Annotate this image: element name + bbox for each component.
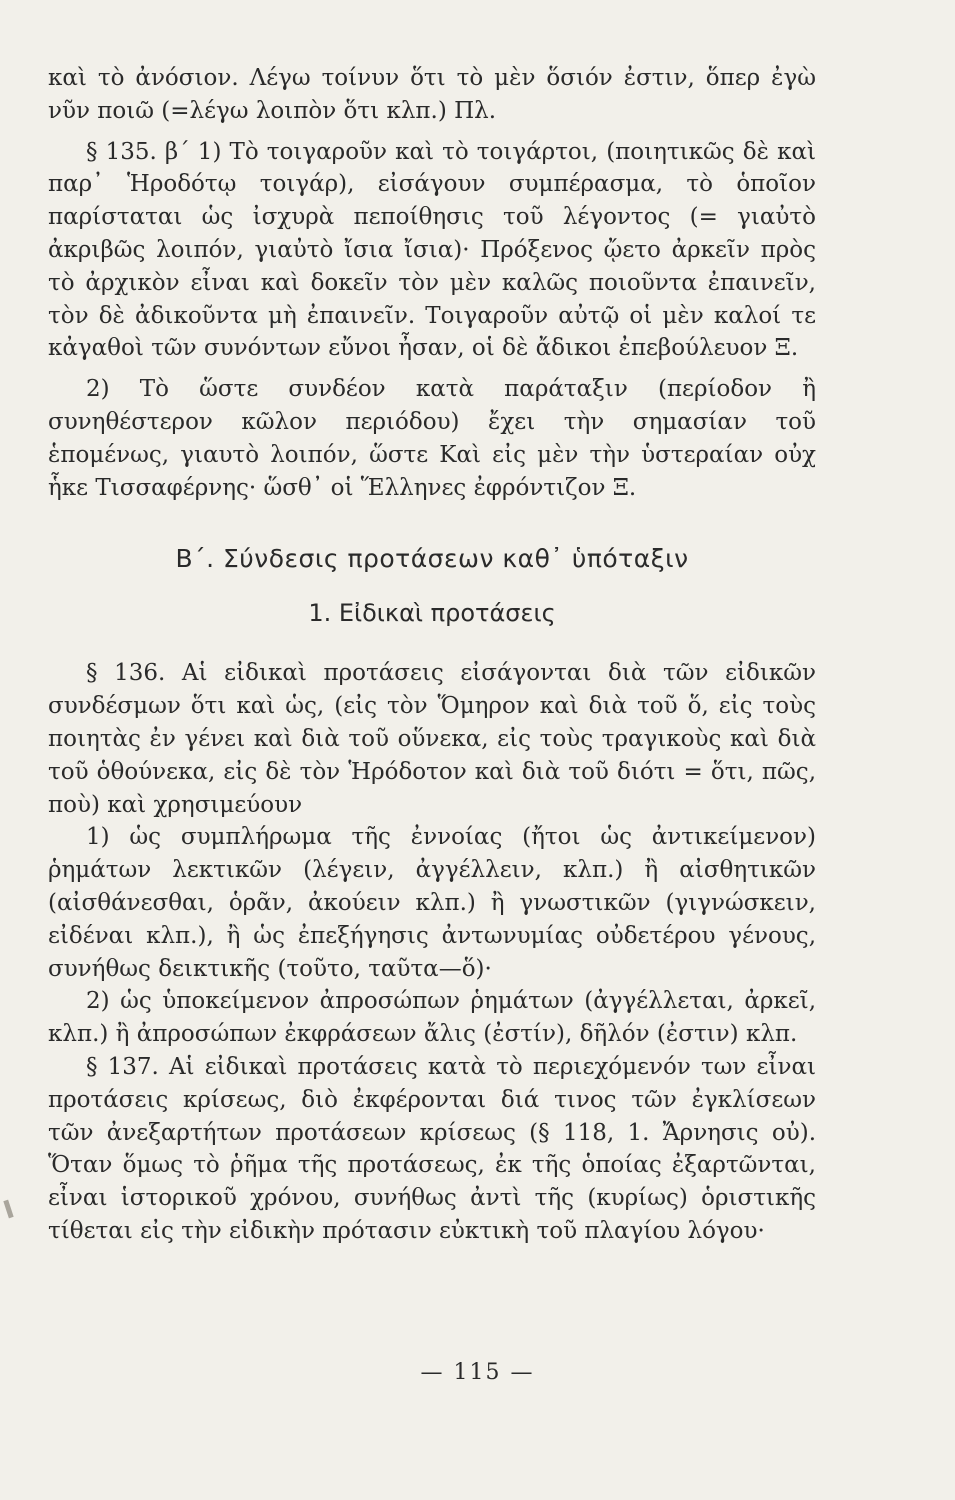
paragraph-135-2: 2) Τὸ ὥστε συνδέον κατὰ παράταξιν (περίοδον ἢ συνηθέστερον κῶλον περιόδου) ἔχει τὴν σημασίαν τοῦ ἑπομένως, γιαυτὸ λοιπόν, ὥστε Καὶ εἰς μὲν τὴν ὑστεραίαν οὐχ ἧκε Τισσαφέρνης· ὥσθ᾽ οἱ Ἕλληνες ἐφρόντιζον Ξ. [48, 376, 816, 501]
page-body [48, 62, 816, 1248]
page-number: — 115 — [420, 1360, 535, 1385]
paragraph-136: § 136. Αἱ εἰδικαὶ προτάσεις εἰσάγονται διὰ τῶν εἰδικῶν συνδέσμων ὅτι καὶ ὡς, (εἰς τὸν Ὅμηρον καὶ διὰ τοῦ ὅ, εἰς τοὺς ποιητὰς ἐν γένει καὶ διὰ τοῦ οὕνεκα, εἰς τοὺς τραγικοὺς καὶ διὰ τοῦ ὁθούνεκα, εἰς δὲ τὸν Ἡρόδοτον καὶ διὰ τοῦ διότι = ὅτι, πῶς, ποὺ) καὶ χρησιμεύουν [48, 660, 816, 818]
paragraph-136-2: 2) ὡς ὑποκείμενον ἀπροσώπων ῥημάτων (ἀγγέλλεται, ἀρκεῖ, κλπ.) ἢ ἀπροσώπων ἐκφράσεων ἄλις (ἐστίν), δῆλόν (ἐστιν) κλπ. [48, 988, 816, 1048]
paragraph-137: § 137. Αἱ εἰδικαὶ προτάσεις κατὰ τὸ περιεχόμενόν των εἶναι προτάσεις κρίσεως, διὸ ἐκφέρονται διά τινος τῶν ἐγκλίσεων τῶν ἀνεξαρτήτων προτάσεων κρίσεως (§ 118, 1. Ἄρνησις οὐ). Ὅταν ὅμως τὸ ῥῆμα τῆς προτάσεως, ἐκ τῆς ὁποίας ἐξαρτῶνται, εἶναι ἱστορικοῦ χρόνου, συνήθως ἀντὶ τῆς (κυρίως) ὁριστικῆς τίθεται εἰς τὴν εἰδικὴν πρότασιν εὐκτικὴ τοῦ πλαγίου λόγου· [48, 1053, 816, 1244]
paragraph-continuation: καὶ τὸ ἀνόσιον. Λέγω τοίνυν ὅτι τὸ μὲν ὅσιόν ἐστιν, ὅπερ ἐγὼ νῦν ποιῶ (=λέγω λοιπὸν ὅτι κλπ.) Πλ. [48, 65, 816, 124]
paragraph-135: § 135. β΄ 1) Τὸ τοιγαροῦν καὶ τὸ τοιγάρτοι, (ποιητικῶς δὲ καὶ παρ᾽ Ἡροδότῳ τοιγάρ), εἰσάγουν συμπέρασμα, τὸ ὁποῖον παρίσταται ὡς ἰσχυρὰ πεποίθησις τοῦ λέγοντος (= γιαὐτὸ ἀκριβῶς λοιπόν, γιαὐτὸ ἴσια ἴσια)· Πρόξενος ᾤετο ἀρκεῖν πρὸς τὸ ἀρχικὸν εἶναι καὶ δοκεῖν τὸν μὲν καλῶς ποιοῦντα ἐπαινεῖν, τὸν δὲ ἀδικοῦντα μὴ ἐπαινεῖν. Τοιγαροῦν αὐτῷ οἱ μὲν καλοί τε κἀγαθοὶ τῶν συνόντων εὔνοι ἦσαν, οἱ δὲ ἄδικοι ἐπεβούλευον Ξ. [48, 138, 816, 362]
paragraph-136-1: 1) ὡς συμπλήρωμα τῆς ἐννοίας (ἤτοι ὡς ἀντικείμενον) ῥημάτων λεκτικῶν (λέγειν, ἀγγέλλειν, κλπ.) ἢ αἰσθητικῶν (αἰσθάνεσθαι, ὁρᾶν, ἀκούειν κλπ.) ἢ γνωστικῶν (γιγνώσκειν, εἰδέναι κλπ.), ἢ ὡς ἐπεξήγησις ἀντωνυμίας οὐδετέρου γένους, συνήθως δεικτικῆς (τοῦτο, ταῦτα—ὅ)· [48, 824, 816, 982]
subsection-heading: 1. Εἰδικαὶ προτάσεις [308, 599, 556, 628]
section-heading: Β΄. Σύνδεσις προτάσεων καθ᾽ ὑπόταξιν [175, 544, 689, 574]
margin-mark [3, 1200, 13, 1219]
